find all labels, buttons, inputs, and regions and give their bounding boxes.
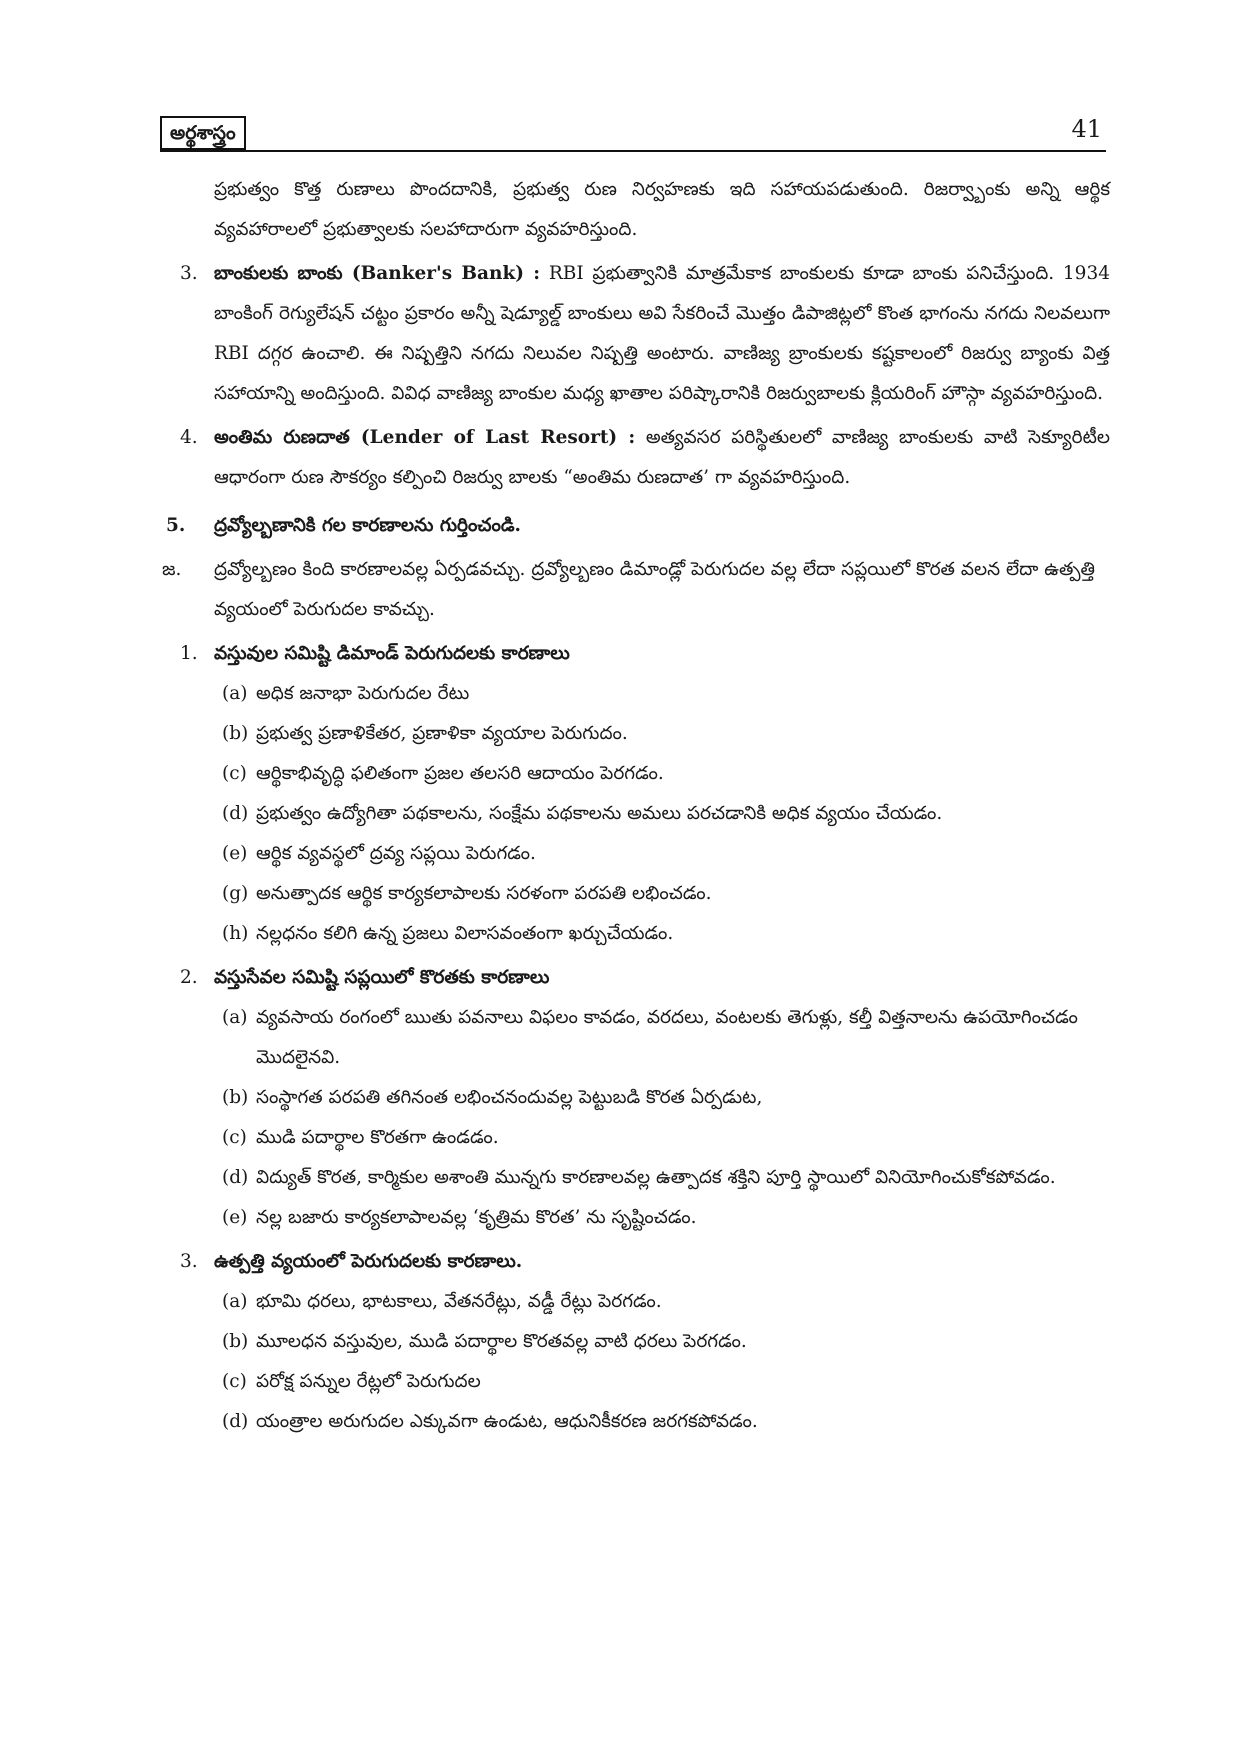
item-label: (c) (222, 1127, 247, 1148)
item-label: (e) (222, 843, 248, 864)
list-item (150, 794, 1110, 834)
answer-text: ద్రవ్యోల్బణం కింది కారణాలవల్ల ఏర్పడవచ్చు. ద్రవ్యోల్బణం డిమాండ్లో పెరుగుదల వల్ల లేదా సప్లయిలో కొరత వలన లేదా ఉత్పత్తి వ్యయంలో పెరుగుదల కావచ్చు. (214, 559, 1095, 620)
section-heading (150, 1242, 1110, 1282)
item-label: (g) (222, 883, 249, 904)
section-heading (150, 634, 1110, 674)
item-text: ఆర్థిక వ్యవస్థలో ద్రవ్య సప్లయి పెరుగడం. (256, 843, 536, 864)
item-text: ముడి పదార్థాల కొరతగా ఉండడం. (256, 1127, 499, 1148)
list-item (150, 998, 1110, 1078)
item-label: (h) (222, 923, 249, 944)
list-item (150, 1362, 1110, 1402)
point-number: 3. (180, 263, 198, 284)
item-text: ప్రభుత్వం ఉద్యోగితా పథకాలను, సంక్షేమ పథకాలను అమలు పరచడానికి అధిక వ్యయం చేయడం. (256, 803, 943, 824)
item-text: యంత్రాల అరుగుదల ఎక్కువగా ఉండుట, ఆధునికీకరణ జరగకపోవడం. (256, 1411, 758, 1432)
question (150, 506, 1110, 546)
item-text: పరోక్ష పన్నుల రేట్లలో పెరుగుదల (256, 1371, 481, 1392)
question-text: ద్రవ్యోల్బణానికి గల కారణాలను గుర్తించండి. (214, 515, 521, 536)
list-item (150, 714, 1110, 754)
section-title: వస్తుసేవల సమిష్టి సప్లయిలో కొరతకు కారణాలు (214, 967, 550, 988)
item-text: నల్లధనం కలిగి ఉన్న ప్రజలు విలాసవంతంగా ఖర్చుచేయడం. (256, 923, 674, 944)
list-item (150, 874, 1110, 914)
item-text: అనుత్పాదక ఆర్థిక కార్యకలాపాలకు సరళంగా పరపతి లభించడం. (256, 883, 712, 904)
item-label: (b) (222, 1331, 249, 1352)
point-4 (150, 418, 1110, 498)
list-item (150, 754, 1110, 794)
answer-label: జ. (162, 559, 182, 580)
item-label: (c) (222, 1371, 247, 1392)
section-number: 1. (180, 643, 198, 664)
list-item (150, 1198, 1110, 1238)
page-header (160, 112, 1106, 150)
answer (150, 550, 1110, 630)
header-rule (160, 150, 1106, 152)
point-title: బాంకులకు బాంకు (Banker's Bank) : (214, 263, 541, 284)
item-text: నల్ల బజారు కార్యకలాపాలవల్ల ‘కృత్రిమ కొరత’ ను సృష్టించడం. (256, 1207, 697, 1228)
page-body (150, 170, 1110, 1442)
list-item (150, 1402, 1110, 1442)
list-item (150, 834, 1110, 874)
list-item (150, 1282, 1110, 1322)
item-label: (d) (222, 803, 249, 824)
item-text: వ్యవసాయ రంగంలో ఋతు పవనాలు విఫలం కావడం, వరదలు, వంటలకు తెగుళ్లు, కల్తీ విత్తనాలను ఉపయోగించడం మొదలైనవి. (256, 1007, 1078, 1068)
item-text: అధిక జనాభా పెరుగుదల రేటు (256, 683, 470, 704)
list-item (150, 1078, 1110, 1118)
item-label: (b) (222, 723, 249, 744)
list-item (150, 1322, 1110, 1362)
point-3 (150, 254, 1110, 414)
item-text: మూలధన వస్తువుల, ముడి పదార్థాల కొరతవల్ల వాటి ధరలు పెరగడం. (256, 1331, 747, 1352)
item-text: భూమి ధరలు, భాటకాలు, వేతనరేట్లు, వడ్డీ రేట్లు పెరగడం. (256, 1291, 662, 1312)
item-label: (b) (222, 1087, 249, 1108)
item-label: (a) (222, 1007, 248, 1028)
list-item (150, 674, 1110, 714)
item-label: (e) (222, 1207, 248, 1228)
question-number: 5. (166, 515, 186, 536)
intro-paragraph: ప్రభుత్వం కొత్త రుణాలు పొందదానికి, ప్రభుత్వ రుణ నిర్వహణకు ఇది సహాయపడుతుంది. రిజర్వ్బాంకు అన్ని ఆర్థిక వ్యవహారాలలో ప్రభుత్వాలకు సలహాదారుగా వ్యవహరిస్తుంది. (214, 179, 1110, 240)
point-text: RBI ప్రభుత్వానికి మాత్రమేకాక బాంకులకు కూడా బాంకు పనిచేస్తుంది. 1934 బాంకింగ్ రెగ్యులేషన్ చట్టం ప్రకారం అన్నీ షెడ్యూల్డ్ బాంకులు అవి సేకరించే మొత్తం డిపాజిట్లలో కొంత భాగంను నగదు నిలవలుగా RBI దగ్గర ఉంచాలి. ఈ నిష్పత్తిని నగదు నిలువల నిష్పత్తి అంటారు. వాణిజ్య బ్రాంకులకు కష్టకాలంలో రిజర్వు బ్యాంకు విత్త సహాయాన్ని అందిస్తుంది. వివిధ వాణిజ్య బాంకుల మధ్య ఖాతాల పరిష్కారానికి రిజర్వుబాలకు క్లియరింగ్ హౌస్గా వ్యవహరిస్తుంది. (214, 263, 1110, 404)
page-number: 41 (1071, 115, 1102, 143)
list-item (150, 914, 1110, 954)
item-label: (d) (222, 1167, 249, 1188)
list-item (150, 1158, 1110, 1198)
point-title: అంతిమ రుణదాత (Lender of Last Resort) : (214, 427, 636, 448)
item-label: (a) (222, 1291, 248, 1312)
running-title: అర్థశాస్త్రం (160, 116, 246, 150)
item-text: విద్యుత్ కొరత, కార్మికుల అశాంతి మున్నగు కారణాలవల్ల ఉత్పాదక శక్తిని పూర్తి స్థాయిలో వినియోగించుకోకపోవడం. (256, 1167, 1056, 1188)
item-text: ఆర్థికాభివృద్ధి ఫలితంగా ప్రజల తలసరి ఆదాయం పెరగడం. (256, 763, 664, 784)
section-title: ఉత్పత్తి వ్యయంలో పెరుగుదలకు కారణాలు. (214, 1251, 523, 1272)
section-heading (150, 958, 1110, 998)
item-label: (d) (222, 1411, 249, 1432)
point-number: 4. (180, 427, 198, 448)
section-number: 2. (180, 967, 198, 988)
item-text: సంస్థాగత పరపతి తగినంత లభించనందువల్ల పెట్టుబడి కొరత ఏర్పడుట, (256, 1087, 763, 1108)
item-label: (c) (222, 763, 247, 784)
list-item (150, 1118, 1110, 1158)
section-number: 3. (180, 1251, 198, 1272)
item-text: ప్రభుత్వ ప్రణాళికేతర, ప్రణాళికా వ్యయాల పెరుగుదం. (256, 723, 628, 744)
item-label: (a) (222, 683, 248, 704)
section-title: వస్తువుల సమిష్టి డిమాండ్ పెరుగుదలకు కారణాలు (214, 643, 570, 664)
point-text: అత్యవసర పరిస్థితులలో వాణిజ్య బాంకులకు వాటి సెక్యూరిటీల ఆధారంగా రుణ సౌకర్యం కల్పించి రిజర్వు బాలకు “అంతిమ రుణదాత’ గా వ్యవహరిస్తుంది. (214, 427, 1110, 488)
